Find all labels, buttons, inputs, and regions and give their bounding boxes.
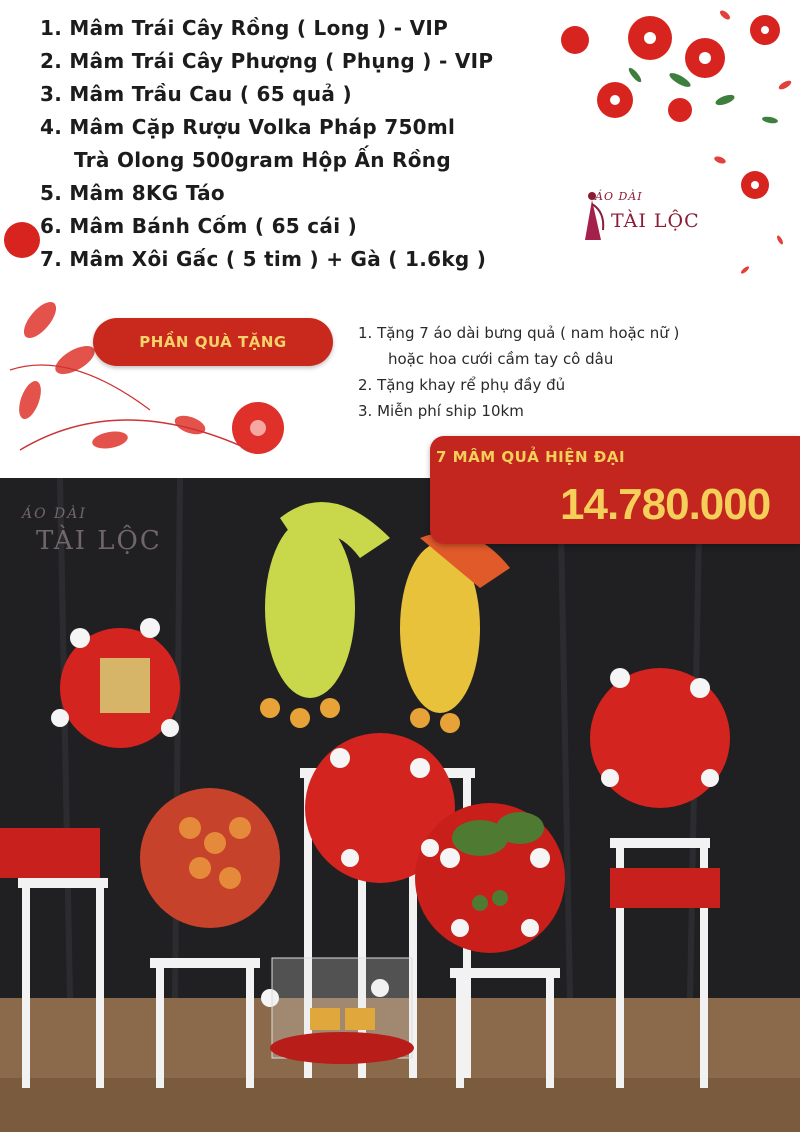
tray-item: 7. Mâm Xôi Gấc ( 5 tim ) + Gà ( 1.6kg ) [40,247,487,271]
gift-item: 1. Tặng 7 áo dài bưng quả ( nam hoặc nữ ) hoặc hoa cưới cầm tay cô dâu [358,320,788,372]
tray-item: 4. Mâm Cặp Rượu Volka Pháp 750ml Trà Olong 500gram Hộp Ấn Rồng [40,111,600,177]
watermark-script: ÁO DÀI [22,506,87,522]
product-photo-illustration [0,478,800,1132]
tray-list [40,12,600,276]
gift-section-title: PHẦN QUÀ TẶNG [93,318,333,366]
tray-item: 5. Mâm 8KG Táo [40,181,225,205]
tray-item: 6. Mâm Bánh Cốm ( 65 cái ) [40,214,358,238]
gift-list [358,320,788,424]
brand-name: TÀI LỘC [611,210,700,232]
brand-logo [573,188,743,248]
product-photo [0,478,800,1132]
tray-item: 2. Mâm Trái Cây Phượng ( Phụng ) - VIP [40,49,494,73]
promo-header [0,0,800,480]
brand-watermark [0,496,230,576]
tray-item-sub: Trà Olong 500gram Hộp Ấn Rồng [74,148,451,172]
tray-item: 3. Mâm Trầu Cau ( 65 quả ) [40,82,352,106]
gift-item: 2. Tặng khay rể phụ đầy đủ [358,376,566,394]
watermark-name: TÀI LỘC [36,526,162,556]
tray-item: 1. Mâm Trái Cây Rồng ( Long ) - VIP [40,16,449,40]
package-price: 14.780.000 [560,480,771,529]
package-title: 7 MÂM QUẢ HIỆN ĐẠI [436,448,626,466]
brand-script: ÁO DÀI [595,190,643,203]
gift-item: 3. Miễn phí ship 10km [358,402,524,420]
gift-item-sub: hoặc hoa cưới cầm tay cô dâu [388,350,614,368]
price-banner [430,436,800,544]
